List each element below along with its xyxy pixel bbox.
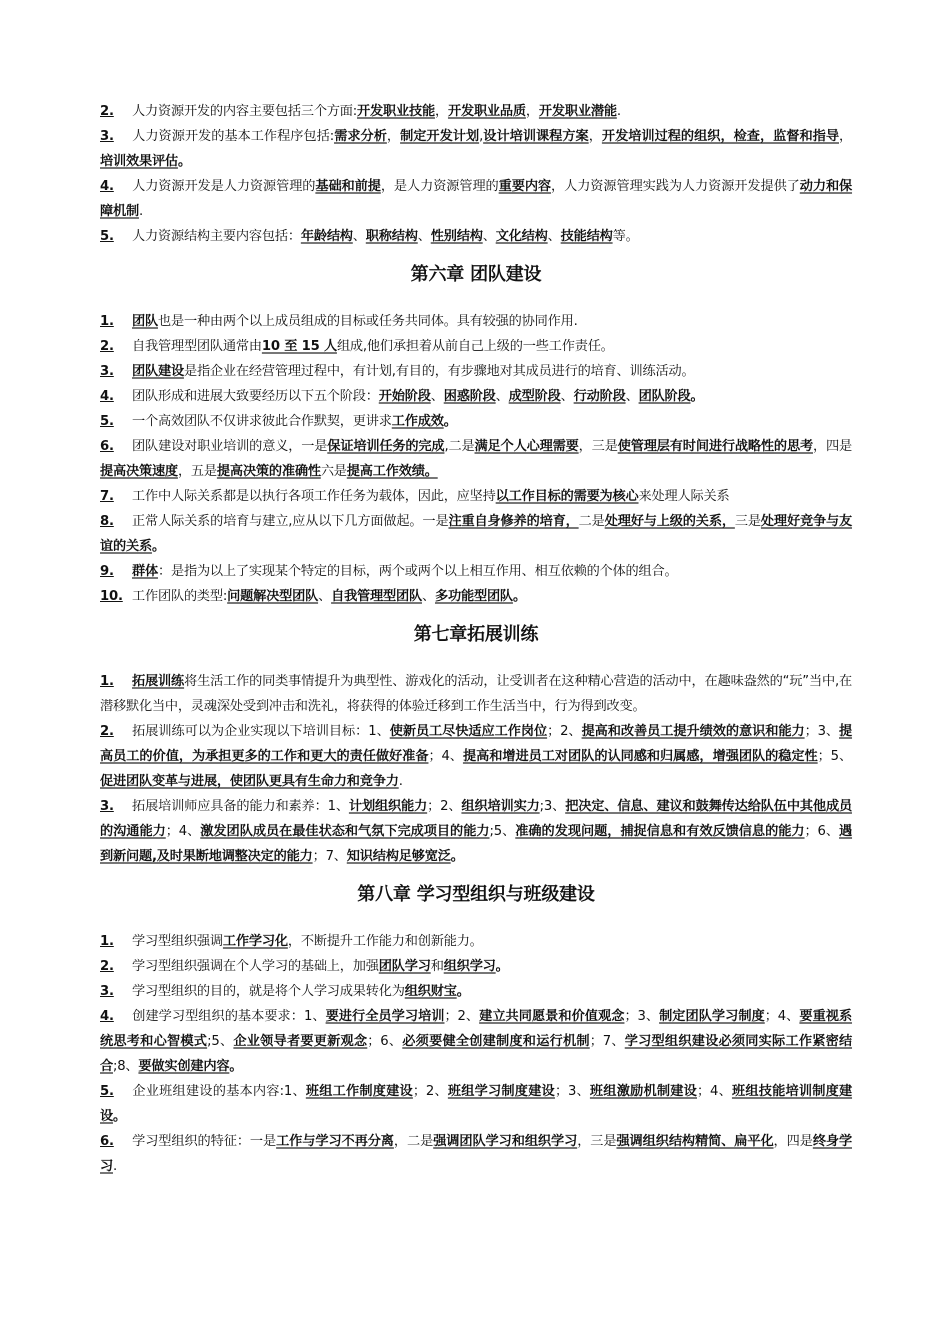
text-run: ;5、 <box>207 1034 234 1049</box>
list-item <box>100 559 852 584</box>
text-run: ， <box>386 129 401 144</box>
keyword: 10 至 15 人 <box>261 339 337 354</box>
list-item <box>100 334 852 359</box>
item-number: 2. <box>100 959 114 974</box>
list-item <box>100 174 852 224</box>
text-run: ；7、 <box>589 1034 625 1049</box>
text-run: ；3、 <box>624 1009 660 1024</box>
text-run: ：是指为以上了实现某个特定的目标，两个或两个以上相互作用、相互依赖的个体的组合。 <box>157 564 678 579</box>
text-run: ，不断提升工作能力和创新能力。 <box>287 934 483 949</box>
keyword: 使新员工尽快适应工作岗位 <box>389 724 548 739</box>
keyword: 把决定、信息、建议和鼓舞传达给队伍中其他成员的沟通能力 <box>100 799 852 839</box>
keyword: 要进行全员学习培训 <box>325 1009 445 1024</box>
keyword: 问题解决型团队 <box>227 589 319 604</box>
text-run: 。 <box>690 389 704 404</box>
keyword: 强调组织结构精简、扁平化 <box>616 1134 774 1149</box>
keyword: 基础和前提 <box>315 179 381 194</box>
keyword: 注重自身修养的培育， <box>448 514 579 529</box>
text-run: 、 <box>482 229 496 244</box>
keyword: 遇到新问题,及时果断地调整决定的能力 <box>100 824 853 864</box>
keyword: 建立共同愿景和价值观念 <box>479 1009 625 1024</box>
item-number: 4. <box>100 179 114 194</box>
text-run: 组成,他们承担着从前自己上级的一些工作责任。 <box>336 339 614 354</box>
text-run: ;3、 <box>539 799 566 814</box>
item-number: 1. <box>100 674 114 689</box>
text-run: ，三是 <box>578 439 618 454</box>
keyword: 工作学习化 <box>222 934 288 949</box>
list-item <box>100 309 852 334</box>
keyword: 企业领导者要更新观念 <box>233 1034 368 1049</box>
keyword: 知识结构足够宽泛 <box>346 849 451 864</box>
item-number: 3. <box>100 129 114 144</box>
chapter-title: 第八章 学习型组织与班级建设 <box>357 884 595 905</box>
keyword: 拓展训练 <box>132 674 185 689</box>
text-run: 创建学习型组织的基本要求：1、 <box>132 1009 326 1024</box>
text-run: 人力资源开发的内容主要包括三个方面: <box>132 104 358 119</box>
keyword: 学习型组织建设必须同实际工作紧密结合 <box>100 1034 853 1074</box>
keyword: 开发职业潜能 <box>538 104 617 119</box>
keyword: 团队建设 <box>132 364 184 379</box>
item-number: 10. <box>100 589 123 604</box>
keyword: 成型阶段 <box>508 389 561 404</box>
keyword: 激发团队成员在最佳状态和气氛下完成项目的能力 <box>200 824 490 839</box>
list-item <box>100 1079 852 1129</box>
list-item <box>100 124 852 174</box>
item-number: 7. <box>100 489 114 504</box>
text-run: 、 <box>625 389 639 404</box>
keyword: 开发培训过程的组织，检查，监督和指导 <box>601 129 839 144</box>
text-run: ；2、 <box>547 724 582 739</box>
list-item <box>100 484 852 509</box>
text-run: ；6、 <box>804 824 840 839</box>
text-run: 、 <box>547 229 561 244</box>
text-run: 工作团队的类型: <box>132 589 228 604</box>
item-number: 9. <box>100 564 114 579</box>
text-run: ，五是 <box>177 464 217 479</box>
document-content <box>100 99 852 1179</box>
list-item <box>100 954 852 979</box>
item-number: 6. <box>100 439 114 454</box>
text-run: 。 <box>177 154 191 169</box>
text-run: 六是 <box>320 464 347 479</box>
text-run: ， <box>434 104 448 119</box>
list-item <box>100 384 852 409</box>
text-run: . <box>138 204 143 219</box>
text-run: 。 <box>512 589 526 604</box>
keyword: 开始阶段 <box>378 389 431 404</box>
keyword: 行动阶段 <box>573 389 626 404</box>
text-run: 、 <box>495 389 509 404</box>
keyword: 工作成效 <box>391 414 444 429</box>
keyword: 要重视系统思考和心智模式 <box>100 1009 853 1049</box>
keyword: 重要内容 <box>498 179 552 194</box>
item-number: 5. <box>100 414 114 429</box>
keyword: 提高工作效绩。 <box>346 464 438 479</box>
keyword: 文化结构 <box>495 229 548 244</box>
text-run: ，二是 <box>393 1134 434 1149</box>
chapter-title: 第六章 团队建设 <box>410 264 542 285</box>
text-run: 学习型组织的特征：一是 <box>132 1134 277 1149</box>
text-run: 。 <box>456 984 470 999</box>
keyword: 开发职业技能 <box>357 104 435 119</box>
text-run: 正常人际关系的培育与建立,应从以下几方面做起。一是 <box>132 514 449 529</box>
keyword: 使管理层有时间进行战略性的思考 <box>617 439 813 454</box>
keyword: 班组工作制度建设 <box>305 1084 413 1099</box>
text-run: ，四是 <box>812 439 853 454</box>
text-run: 团队建设对职业培训的意义，一是 <box>132 439 328 454</box>
text-run: 二是 <box>578 514 605 529</box>
keyword: 制定团队学习制度 <box>659 1009 765 1024</box>
keyword: 提高员工的价值，为承担更多的工作和更大的责任做好准备 <box>100 724 853 764</box>
text-run: 人力资源结构主要内容包括： <box>132 229 301 244</box>
keyword: 团队学习 <box>378 959 431 974</box>
text-run: ；4、 <box>165 824 201 839</box>
keyword: 设计培训课程方案 <box>483 129 589 144</box>
keyword: 需求分析 <box>334 129 387 144</box>
list-item <box>100 719 852 794</box>
text-run: 团队形成和进展大致要经历以下五个阶段： <box>132 389 379 404</box>
list-item <box>100 979 852 1004</box>
text-run: 是指企业在经营管理过程中，有计划,有目的，有步骤地对其成员进行的培育、训练活动。 <box>183 364 695 379</box>
item-number: 4. <box>100 389 114 404</box>
text-run: ,二是 <box>444 439 475 454</box>
text-run: 工作中人际关系都是以执行各项工作任务为载体，因此，应坚持 <box>132 489 496 504</box>
list-item <box>100 509 852 559</box>
keyword: 自我管理型团队 <box>331 589 422 604</box>
keyword: 要做实创建内容 <box>138 1059 230 1074</box>
text-run: 自我管理型团队通常由 <box>132 339 262 354</box>
text-run: ；4、 <box>764 1009 800 1024</box>
keyword: 提高和改善员工提升绩效的意识和能力 <box>581 724 805 739</box>
text-run: 将生活工作的同类事情提升为典型性、游戏化的活动，让受训者在这种精心营造的活动中，在趣味盎然的“玩”当中,在潜移默化当中，灵魂深处受到冲击和洗礼，将获得的体验迁移到工作生活当中，行为得到改变。 <box>100 674 852 714</box>
text-run: ；2、 <box>427 799 462 814</box>
text-run: ；3、 <box>554 1084 590 1099</box>
item-number: 3. <box>100 984 114 999</box>
keyword: 计划组织能力 <box>348 799 428 814</box>
keyword: 群体 <box>132 564 158 579</box>
keyword: 困惑阶段 <box>443 389 496 404</box>
keyword: 制定开发计划 <box>400 129 480 144</box>
item-number: 3. <box>100 799 114 814</box>
keyword: 工作与学习不再分离 <box>276 1134 394 1149</box>
text-run: ，三是 <box>577 1134 617 1149</box>
text-run: 。 <box>450 849 464 864</box>
keyword: 多功能型团队 <box>435 589 513 604</box>
keyword: 促进团队变革与进展，使团队更具有生命力和竞争力 <box>100 774 399 789</box>
text-run: 、 <box>352 229 366 244</box>
item-number: 2. <box>100 104 114 119</box>
text-run: ;5、 <box>489 824 516 839</box>
text-run: 学习型组织强调 <box>132 934 223 949</box>
keyword: 处理好竞争与友谊的关系 <box>100 514 852 554</box>
item-number: 5. <box>100 229 114 244</box>
list-item <box>100 224 852 249</box>
list-item <box>100 794 852 869</box>
text-run: ；2、 <box>412 1084 448 1099</box>
text-run: ;8、 <box>113 1059 139 1074</box>
item-number: 8. <box>100 514 114 529</box>
text-run: 拓展培训师应具备的能力和素养：1、 <box>132 799 349 814</box>
keyword: 终身学习 <box>100 1134 852 1174</box>
text-run: 人力资源开发的基本工作程序包括: <box>132 129 335 144</box>
keyword: 团队阶段 <box>638 389 691 404</box>
text-run: 等。 <box>612 229 639 244</box>
list-item <box>100 99 852 124</box>
keyword: 组织学习 <box>443 959 496 974</box>
text-run: . <box>113 1159 117 1174</box>
text-run: ，是人力资源管理的 <box>380 179 499 194</box>
keyword: 技能结构 <box>560 229 613 244</box>
keyword: 班组激励机制建设 <box>589 1084 697 1099</box>
keyword: 性别结构 <box>430 229 483 244</box>
text-run: ；4、 <box>428 749 463 764</box>
keyword: 职称结构 <box>365 229 418 244</box>
keyword: 组织财宝 <box>404 984 457 999</box>
list-item <box>100 1004 852 1079</box>
list-item <box>100 434 852 484</box>
text-run: ， <box>588 129 602 144</box>
text-run: 。 <box>495 959 509 974</box>
keyword: 提高决策速度 <box>100 464 178 479</box>
text-run: 、 <box>422 589 435 604</box>
list-item <box>100 929 852 954</box>
text-run: 。 <box>229 1059 243 1074</box>
text-run: 、 <box>560 389 574 404</box>
item-number: 4. <box>100 1009 114 1024</box>
text-run: 三是 <box>734 514 761 529</box>
text-run: 学习型组织强调在个人学习的基础上，加强 <box>132 959 379 974</box>
text-run: ；4、 <box>697 1084 732 1099</box>
keyword: 提高和增进员工对团队的认同感和归属感，增强团队的稳定性 <box>462 749 818 764</box>
list-item <box>100 584 852 609</box>
text-run: 、 <box>430 389 444 404</box>
item-number: 1. <box>100 934 114 949</box>
text-run: ；6、 <box>367 1034 403 1049</box>
keyword: 准确的发现问题，捕捉信息和有效反馈信息的能力 <box>515 824 805 839</box>
keyword: 班组学习制度建设 <box>447 1084 555 1099</box>
keyword: 处理好与上级的关系， <box>604 514 735 529</box>
text-run: ；7、 <box>312 849 347 864</box>
text-run: ；2、 <box>444 1009 480 1024</box>
text-run: 、 <box>417 229 431 244</box>
text-run: ；3、 <box>804 724 840 739</box>
keyword: 满足个人心理需要 <box>474 439 579 454</box>
text-run: 、 <box>318 589 332 604</box>
item-number: 1. <box>100 314 114 329</box>
keyword: 班组技能培训制度建设 <box>100 1084 853 1124</box>
text-run: . <box>398 774 403 789</box>
list-item <box>100 359 852 384</box>
list-item <box>100 1129 852 1179</box>
item-number: 3. <box>100 364 114 379</box>
text-run: 。 <box>443 414 457 429</box>
text-run: 。 <box>113 1109 126 1124</box>
text-run: ， <box>525 104 539 119</box>
keyword: 组织培训实力 <box>461 799 540 814</box>
keyword: 年龄结构 <box>300 229 353 244</box>
keyword: 必须要健全创建制度和运行机制 <box>402 1034 590 1049</box>
item-number: 5. <box>100 1084 114 1099</box>
chapter-title: 第七章拓展训练 <box>413 624 539 645</box>
text-run: ；5、 <box>817 749 852 764</box>
text-run: . <box>616 104 621 119</box>
text-run: ， <box>839 129 852 144</box>
text-run: , <box>479 129 484 144</box>
list-item <box>100 669 852 719</box>
keyword: 培训效果评估 <box>100 154 178 169</box>
text-run: 企业班组建设的基本内容:1、 <box>132 1084 306 1099</box>
keyword: 提高决策的准确性 <box>216 464 321 479</box>
keyword: 动力和保障机制 <box>100 179 853 219</box>
text-run: 一个高效团队不仅讲求彼此合作默契，更讲求 <box>132 414 392 429</box>
keyword: 开发职业品质 <box>447 104 526 119</box>
text-run: 拓展训练可以为企业实现以下培训目标：1、 <box>132 724 390 739</box>
item-number: 2. <box>100 724 114 739</box>
text-run: 学习型组织的目的，就是将个人学习成果转化为 <box>132 984 405 999</box>
item-number: 6. <box>100 1134 114 1149</box>
keyword: 保证培训任务的完成 <box>327 439 445 454</box>
text-run: ，四是 <box>773 1134 813 1149</box>
text-run: 也是一种由两个以上成员组成的目标或任务共同体。具有较强的协同作用. <box>157 314 578 329</box>
keyword: 强调团队学习和组织学习 <box>433 1134 578 1149</box>
keyword: 以工作目标的需要为核心 <box>495 489 639 504</box>
item-number: 2. <box>100 339 114 354</box>
text-run: 来处理人际关系 <box>638 489 730 504</box>
list-item <box>100 409 852 434</box>
keyword: 团队 <box>132 314 158 329</box>
text-run: 。 <box>151 539 165 554</box>
text-run: ，人力资源管理实践为人力资源开发提供了 <box>551 179 800 194</box>
text-run: 和 <box>430 959 444 974</box>
text-run: 人力资源开发是人力资源管理的 <box>132 179 316 194</box>
